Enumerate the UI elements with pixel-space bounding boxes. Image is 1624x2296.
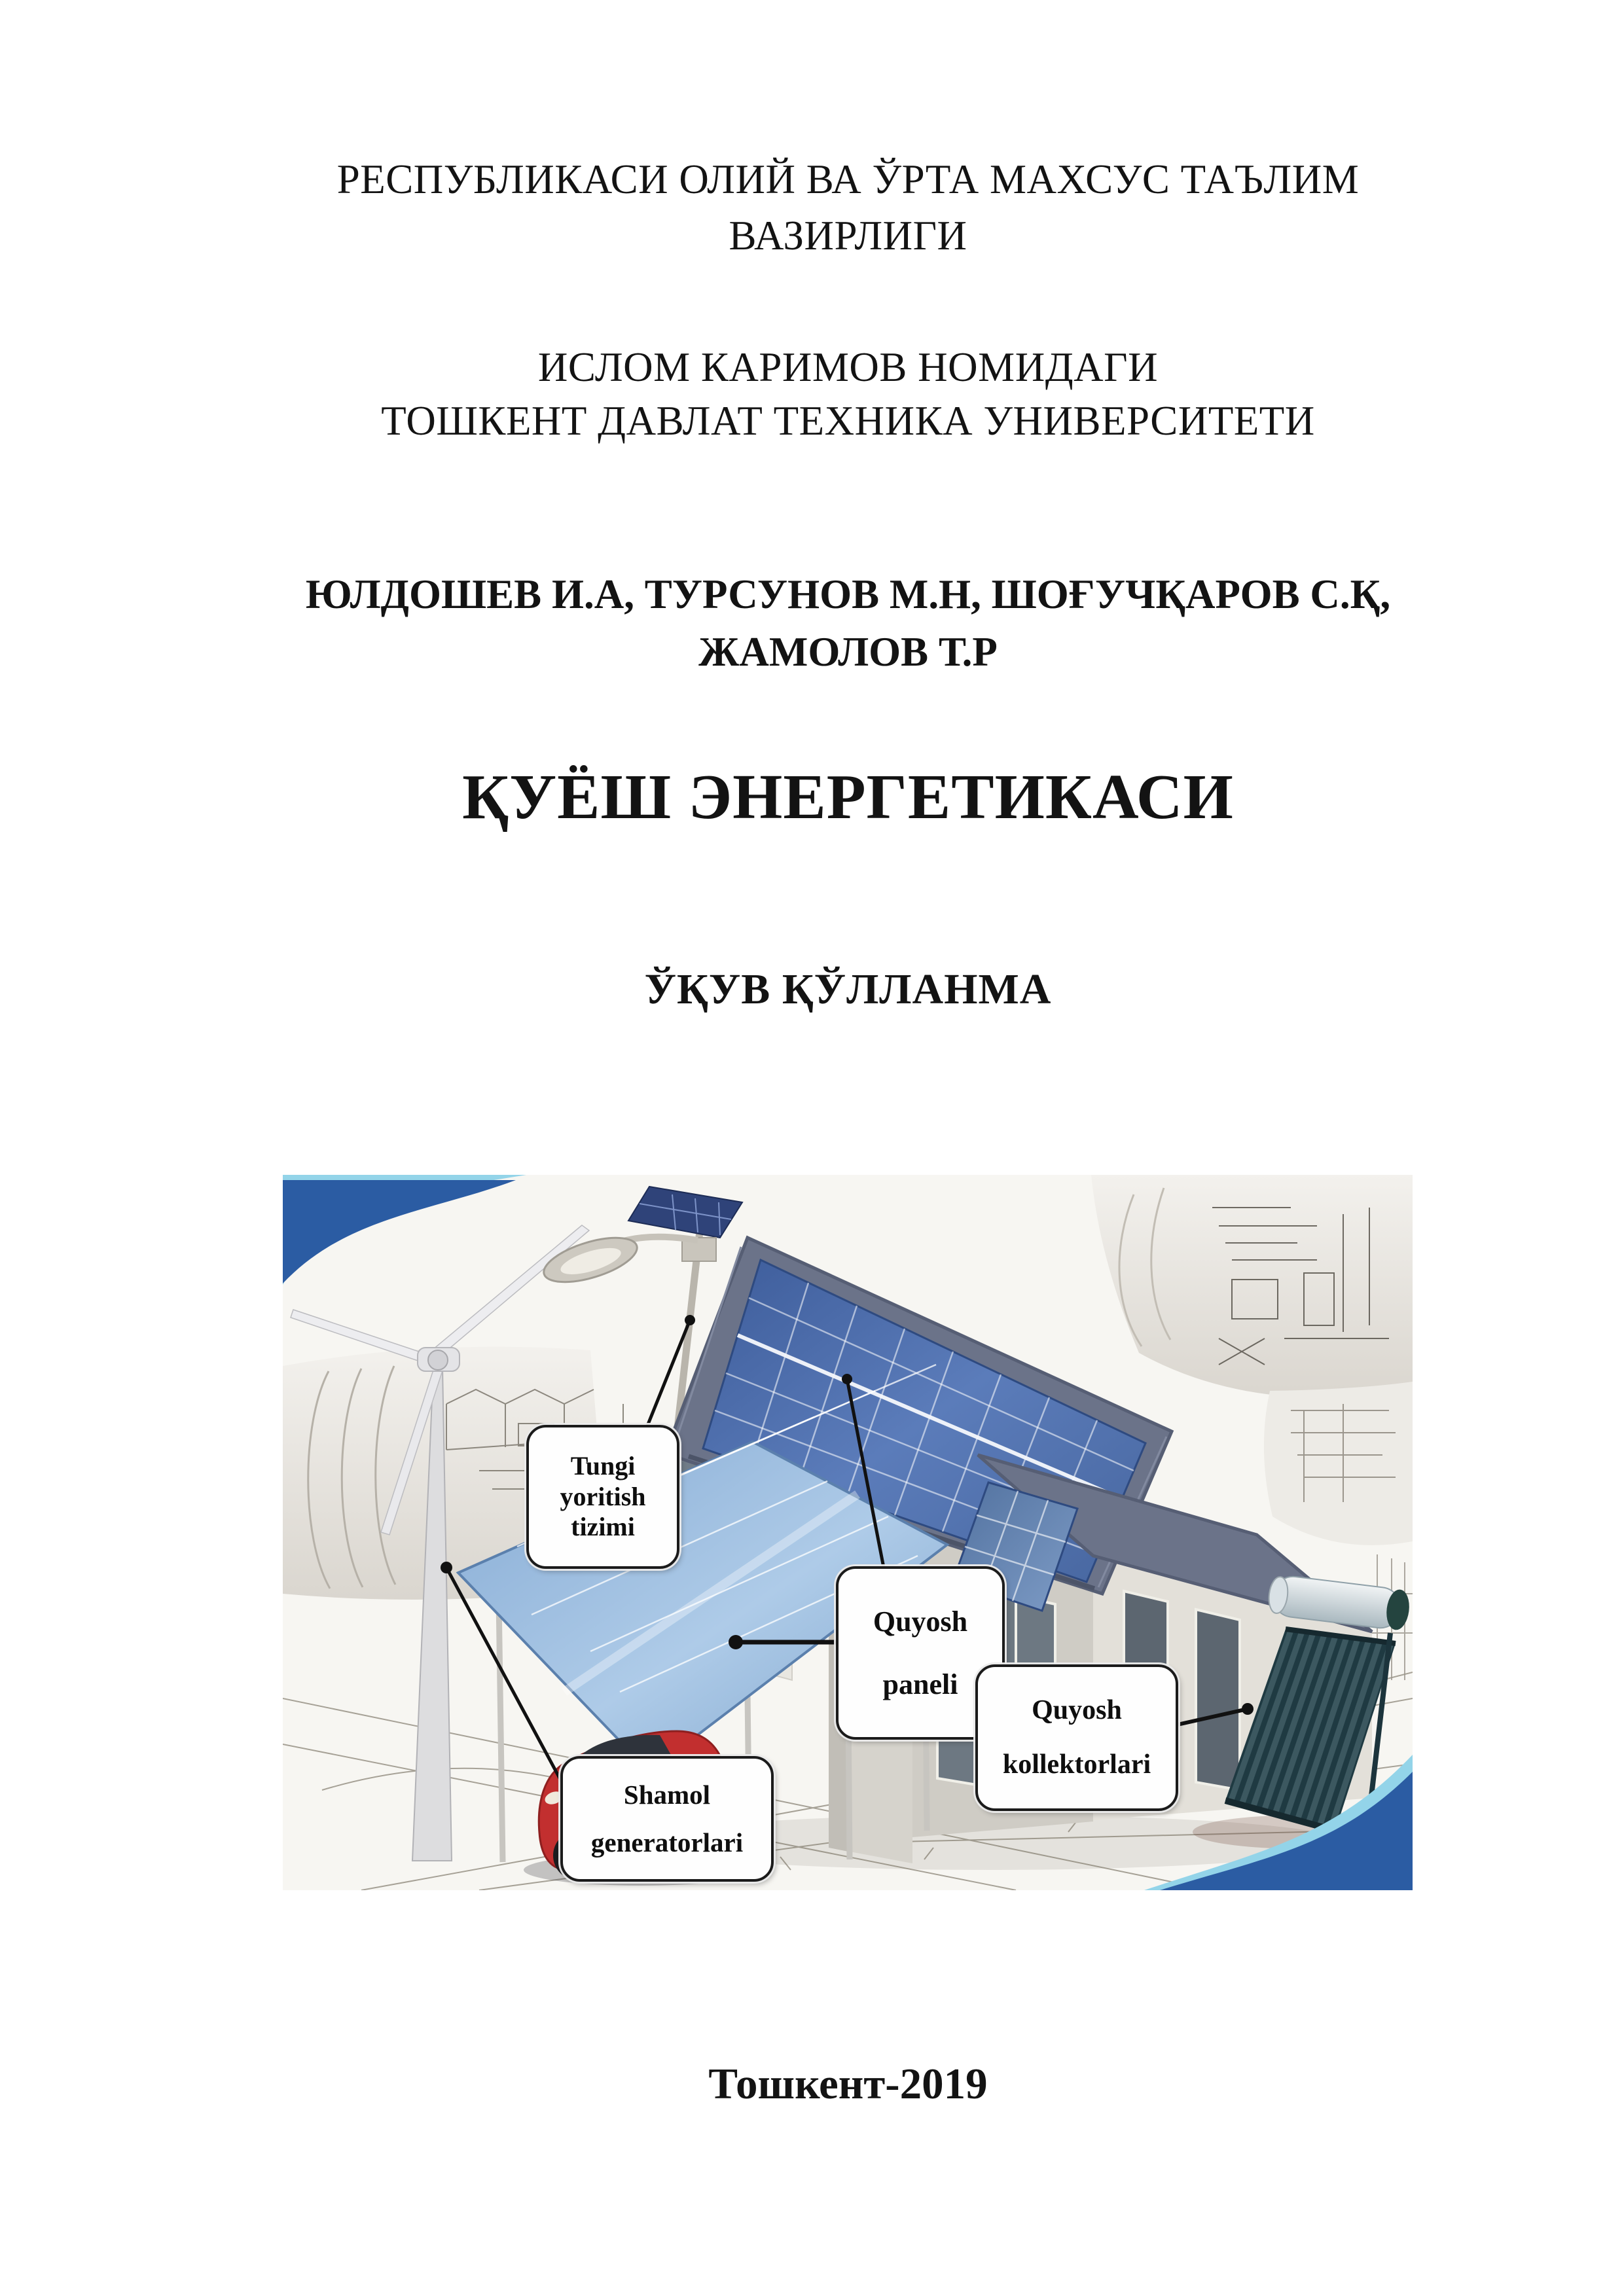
callout-solar-collector-line2: kollektorlari xyxy=(1002,1749,1151,1780)
callout-solar-collector-line1: Quyosh xyxy=(1032,1695,1122,1726)
cover-figure xyxy=(283,1175,1413,1890)
callout-solar-panel-line2: paneli xyxy=(882,1668,958,1700)
callout-wind-generator-line2: generatorlari xyxy=(590,1827,744,1857)
callout-wind-generator-line1: Shamol xyxy=(623,1779,711,1810)
imprint-city-year: Тошкент-2019 xyxy=(708,2060,988,2108)
ministry-line1: РЕСПУБЛИКАСИ ОЛИЙ ВА ЎРТА МАХСУС ТАЪЛИМ xyxy=(336,156,1360,202)
callout-wind-generator xyxy=(560,1756,774,1882)
university-line1: ИСЛОМ КАРИМОВ НОМИДАГИ xyxy=(537,344,1159,390)
ministry-line2: ВАЗИРЛИГИ xyxy=(729,213,967,259)
callout-solar-collector xyxy=(975,1664,1178,1811)
authors-line2: ЖАМОЛОВ Т.Р xyxy=(698,629,998,675)
callout-street-light xyxy=(526,1425,679,1569)
callout-solar-panel-line1: Quyosh xyxy=(873,1605,968,1638)
authors-line1: ЮЛДОШЕВ И.А, ТУРСУНОВ М.Н, ШОҒУЧҚАРОВ С.Қ, xyxy=(305,571,1391,617)
cover-figure-art xyxy=(283,1175,1413,1890)
book-title: ҚУЁШ ЭНЕРГЕТИКАСИ xyxy=(462,762,1234,833)
callout-street-light-line1: Tungi xyxy=(570,1451,636,1481)
book-subtitle: ЎҚУВ ҚЎЛЛАНМА xyxy=(644,965,1052,1013)
authors-line xyxy=(72,565,1624,681)
university-line2: ТОШКЕНТ ДАВЛАТ ТЕХНИКА УНИВЕРСИТЕТИ xyxy=(381,398,1315,444)
university-heading xyxy=(72,340,1624,448)
callout-street-light-line2: yoritish xyxy=(560,1481,646,1511)
callout-street-light-line3: tizimi xyxy=(571,1512,635,1542)
ministry-heading xyxy=(72,151,1624,264)
